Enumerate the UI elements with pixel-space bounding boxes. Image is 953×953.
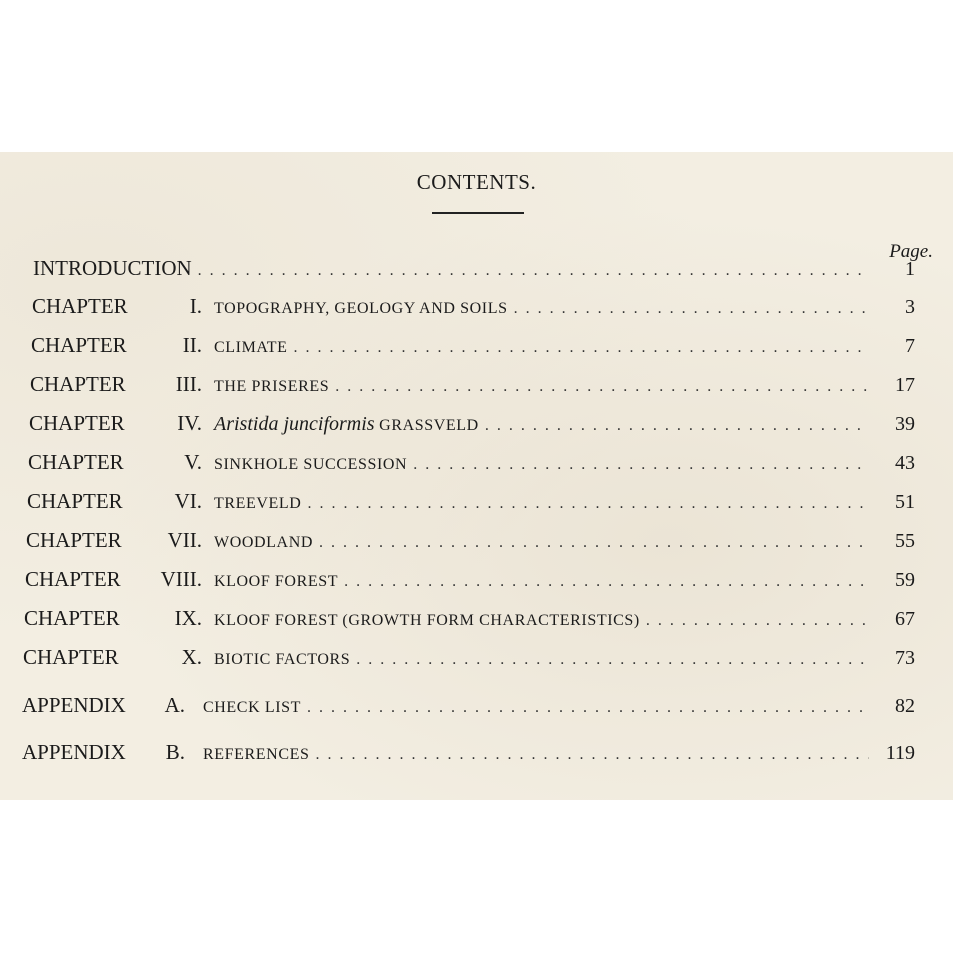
toc-entry-appendix-a[interactable]	[22, 693, 915, 723]
page-number: 39	[895, 413, 915, 435]
page-title: CONTENTS.	[416, 170, 537, 194]
dot-leader	[413, 456, 869, 474]
chapter-number: VIII.	[160, 567, 202, 591]
title-rule	[432, 212, 524, 214]
dot-leader	[315, 746, 869, 764]
entry-lead: CHAPTER	[24, 606, 120, 630]
entry-lead: CHAPTER	[27, 489, 123, 513]
toc-entry-chapter-8[interactable]	[25, 567, 915, 597]
page-number: 17	[895, 374, 915, 396]
entry-lead: CHAPTER	[30, 372, 126, 396]
chapter-title: BIOTIC FACTORS	[214, 651, 351, 668]
entry-lead: CHAPTER	[31, 333, 127, 357]
page-number: 59	[895, 569, 915, 591]
page-number: 51	[895, 491, 915, 513]
chapter-number: VI.	[174, 489, 202, 513]
toc-entry-chapter-1[interactable]	[32, 294, 915, 324]
chapter-title: THE PRISERES	[214, 378, 330, 395]
toc-entry-chapter-4[interactable]	[29, 411, 915, 441]
chapter-title	[214, 413, 479, 436]
entry-lead: CHAPTER	[28, 450, 124, 474]
chapter-title: WOODLAND	[214, 534, 314, 551]
chapter-title: SINKHOLE SUCCESSION	[214, 456, 408, 473]
page-number: 67	[895, 608, 915, 630]
chapter-title-rest: GRASSVELD	[374, 417, 479, 434]
toc-entry-chapter-2[interactable]	[31, 333, 915, 363]
dot-leader	[514, 300, 869, 318]
page-number: 82	[895, 695, 915, 717]
dot-leader	[344, 573, 869, 591]
dot-leader	[307, 495, 869, 513]
toc-entry-chapter-3[interactable]	[30, 372, 915, 402]
chapter-number: VII.	[167, 528, 202, 552]
entry-lead: APPENDIX	[22, 693, 126, 717]
chapter-title: KLOOF FOREST (GROWTH FORM CHARACTERISTICS)	[214, 612, 640, 629]
chapter-title: TOPOGRAPHY, GEOLOGY AND SOILS	[214, 300, 508, 317]
page-number: 3	[905, 296, 915, 318]
toc-entry-appendix-b[interactable]	[22, 740, 915, 770]
dot-leader	[294, 339, 869, 357]
page-number: 7	[905, 335, 915, 357]
page-number: 73	[895, 647, 915, 669]
dot-leader	[646, 612, 869, 630]
entry-lead: CHAPTER	[25, 567, 121, 591]
entry-lead: CHAPTER	[26, 528, 122, 552]
toc-entry-introduction[interactable]	[33, 256, 915, 286]
entry-lead: CHAPTER	[32, 294, 128, 318]
toc-entry-chapter-6[interactable]	[27, 489, 915, 519]
entry-lead: INTRODUCTION	[33, 256, 192, 280]
chapter-title: CLIMATE	[214, 339, 288, 356]
entry-lead: APPENDIX	[22, 740, 126, 764]
chapter-number: III.	[175, 372, 202, 396]
chapter-number: V.	[184, 450, 202, 474]
chapter-number: I.	[189, 294, 202, 318]
page-column-label: Page.	[889, 241, 933, 262]
contents-page	[0, 152, 953, 800]
appendix-title: REFERENCES	[203, 746, 310, 763]
appendix-letter: B.	[165, 740, 185, 764]
chapter-title: KLOOF FOREST	[214, 573, 339, 590]
toc-entry-chapter-10[interactable]	[23, 645, 915, 675]
appendix-title: CHECK LIST	[203, 699, 301, 716]
page-number: 1	[905, 258, 915, 280]
chapter-number: IV.	[177, 411, 202, 435]
toc-entry-chapter-7[interactable]	[26, 528, 915, 558]
appendix-letter: A.	[164, 693, 185, 717]
page-number: 55	[895, 530, 915, 552]
chapter-number: II.	[182, 333, 202, 357]
page-number: 119	[885, 742, 915, 764]
toc-entry-chapter-9[interactable]	[24, 606, 915, 636]
dot-leader	[356, 651, 869, 669]
entry-lead: CHAPTER	[23, 645, 119, 669]
dot-leader	[319, 534, 869, 552]
dot-leader	[335, 378, 869, 396]
dot-leader	[198, 262, 869, 280]
dot-leader	[485, 417, 869, 435]
toc-entry-chapter-5[interactable]	[28, 450, 915, 480]
chapter-number: IX.	[174, 606, 202, 630]
entry-lead: CHAPTER	[29, 411, 125, 435]
chapter-title: TREEVELD	[214, 495, 302, 512]
page-number: 43	[895, 452, 915, 474]
dot-leader	[307, 699, 869, 717]
chapter-number: X.	[181, 645, 202, 669]
chapter-title-italic: Aristida junciformis	[214, 413, 375, 435]
